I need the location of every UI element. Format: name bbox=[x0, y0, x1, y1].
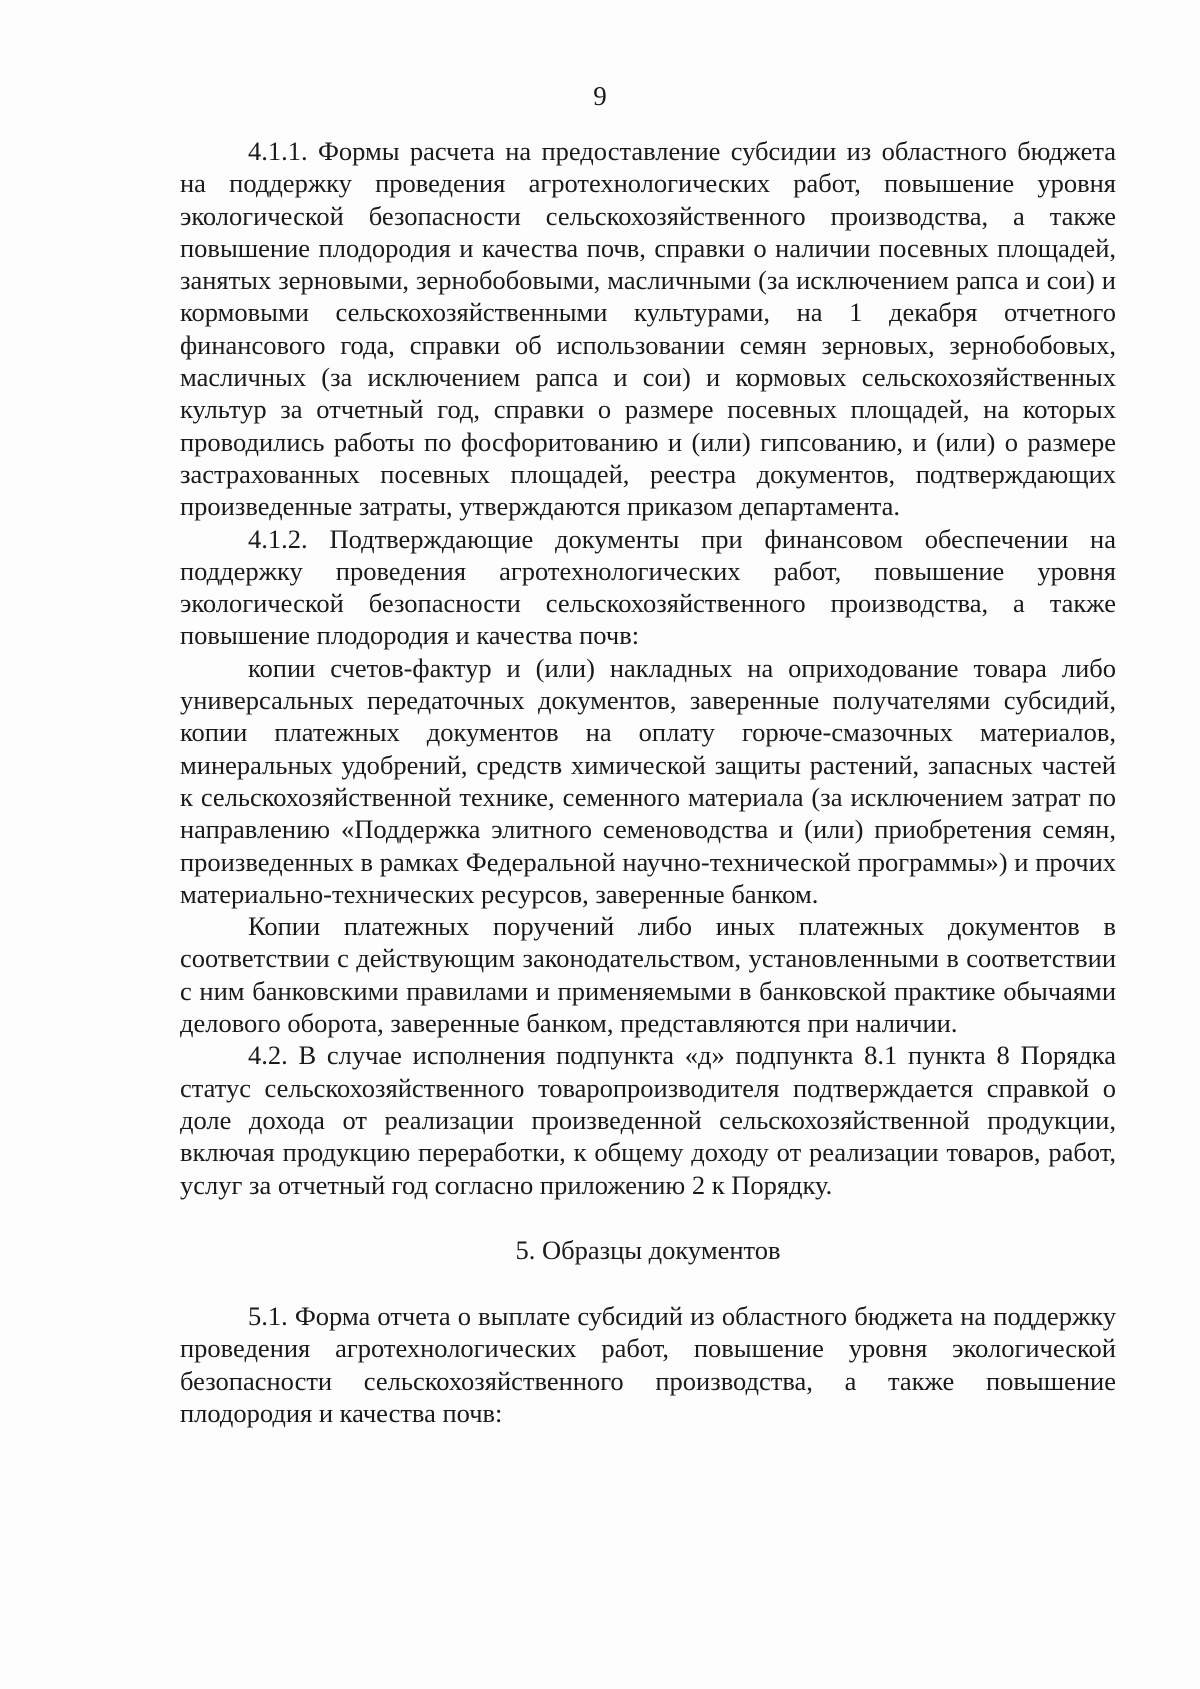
document-body bbox=[180, 135, 1116, 1429]
page-number: 9 bbox=[593, 81, 607, 111]
paragraph-4-1-2: 4.1.2. Подтверждающие документы при финансовом обеспечении на поддержку проведения агротехнологических работ, повышение уровня экологической безопасности сельскохозяйственного производства, а также повышение плодородия и качества почв: bbox=[180, 523, 1116, 651]
paragraph-5-1: 5.1. Форма отчета о выплате субсидий из областного бюджета на поддержку проведения агротехнологических работ, повышение уровня экологической безопасности сельскохозяйственного производства, а также повышение плодородия и качества почв: bbox=[180, 1301, 1116, 1428]
paragraph-4-1-1: 4.1.1. Формы расчета на предоставление субсидии из областного бюджета на поддержку проведения агротехнологических работ, повышение уровня экологической безопасности сельскохозяйственного производства, а также повышение плодородия и качества почв, справки о наличии посевных площадей, занятых зерновыми, зернобобовыми, масличными (за исключением рапса и сои) и кормовыми сельскохозяйственными культурами, на 1 декабря отчетного финансового года, справки об использовании семян зерновых, зернобобовых, масличных (за исключением рапса и сои) и кормовых сельскохозяйственных культур за отчетный год, справки о размере посевных площадей, на которых проводились работы по фосфоритованию и (или) гипсованию, и (или) о размере застрахованных посевных площадей, реестра документов, подтверждающих произведенные затраты, утверждаются приказом департамента. bbox=[180, 136, 1116, 522]
paragraph-4-2: 4.2. В случае исполнения подпункта «д» подпункта 8.1 пункта 8 Порядка статус сельскохозяйственного товаропроизводителя подтверждается справкой о доле дохода от реализации произведенной сельскохозяйственной продукции, включая продукцию переработки, к общему доходу от реализации товаров, работ, услуг за отчетный год согласно приложению 2 к Порядку. bbox=[180, 1040, 1116, 1200]
paragraph-invoice-copies: копии счетов-фактур и (или) накладных на оприходование товара либо универсальных передаточных документов, заверенные получателями субсидий, копии платежных документов на оплату горюче-смазочных материалов, минеральных удобрений, средств химической защиты растений, запасных частей к сельскохозяйственной технике, семенного материала (за исключением затрат по направлению «Поддержка элитного семеноводства и (или) приобретения семян, произведенных в рамках Федеральной научно-технической программы») и прочих материально-технических ресурсов, заверенные банком. bbox=[180, 652, 1116, 909]
section-title: 5. Образцы документов bbox=[515, 1234, 781, 1265]
paragraph-payment-orders: Копии платежных поручений либо иных платежных документов в соответствии с действующим законодательством, установленными в соответствии с ним банковскими правилами и применяемыми в банковской практике обычаями делового оборота, заверенные банком, представляются при наличии. bbox=[180, 911, 1116, 1039]
